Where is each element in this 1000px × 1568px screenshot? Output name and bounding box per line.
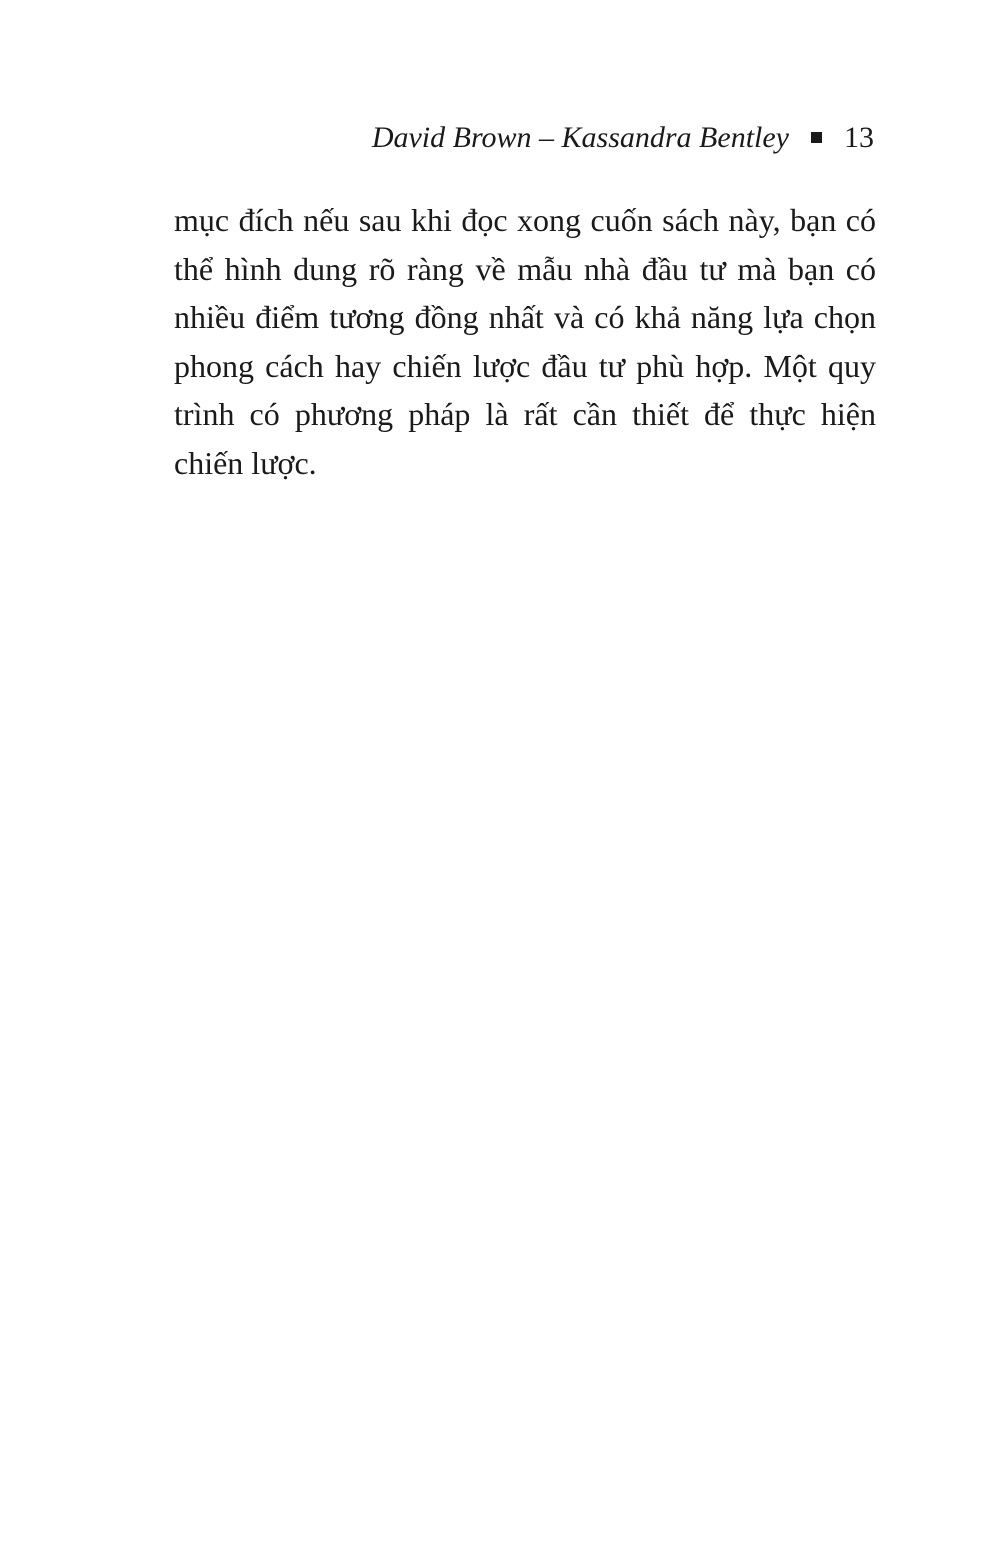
paragraph-line: phong cách hay chiến lược đầu tư phù hợp. Một quy [174, 347, 876, 384]
header-authors: David Brown – Kassandra Bentley [371, 121, 789, 154]
body-paragraph [174, 196, 876, 487]
paragraph-line: trình có phương pháp là rất cần thiết để thực hiện [174, 396, 876, 432]
paragraph-line: nhiều điểm tương đồng nhất và có khả năng lựa chọn [174, 299, 876, 335]
paragraph-line: mục đích nếu sau khi đọc xong cuốn sách này, bạn có [174, 202, 876, 238]
header-separator-square [811, 132, 822, 143]
paragraph-line: thể hình dung rõ ràng về mẫu nhà đầu tư mà bạn có [174, 250, 876, 287]
page-number: 13 [844, 121, 874, 154]
running-header [372, 116, 874, 160]
paragraph-line: chiến lược. [174, 444, 317, 481]
